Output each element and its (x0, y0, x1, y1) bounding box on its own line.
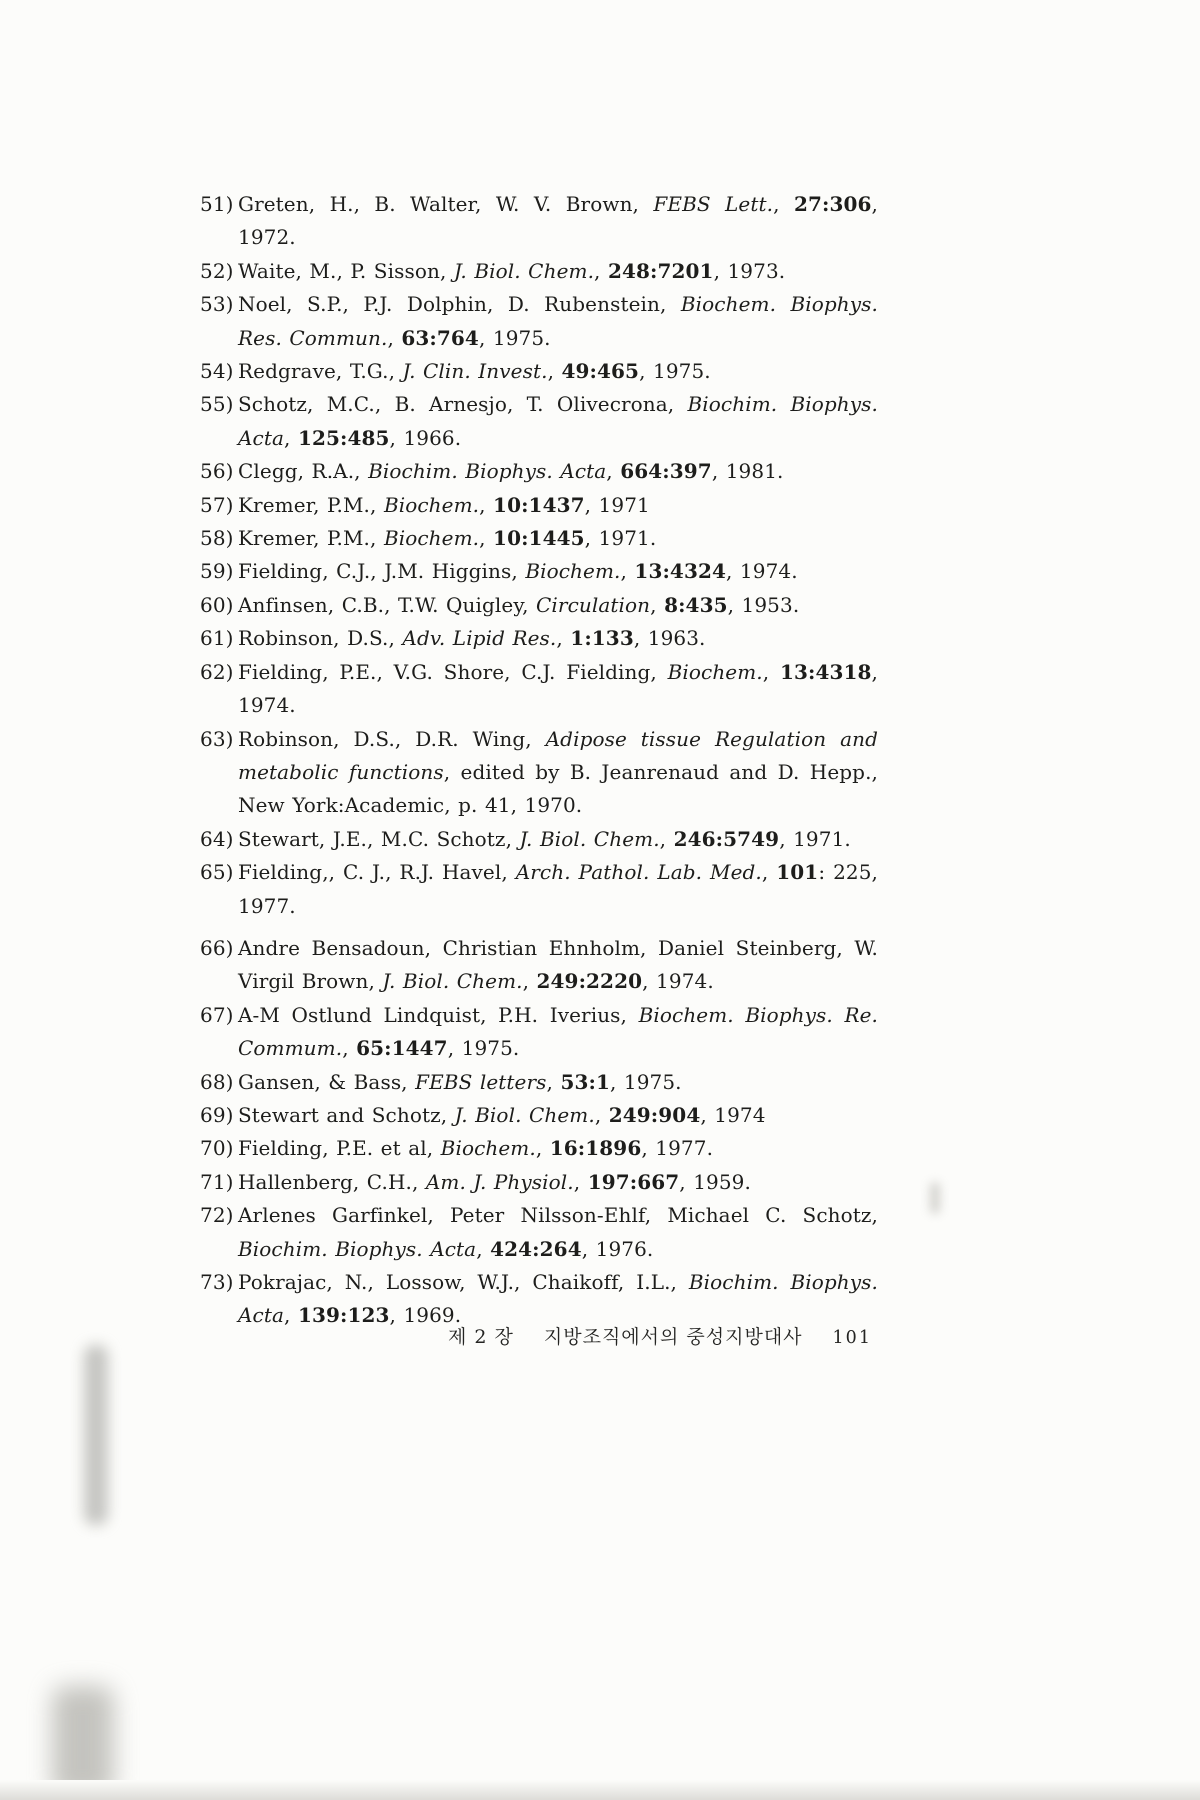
reference-item (200, 823, 878, 856)
scan-shadow-bottom (0, 1780, 1200, 1800)
reference-text: Redgrave, T.G., J. Clin. Invest., 49:465, 1975. (238, 359, 711, 384)
reference-number: 62) (200, 659, 234, 684)
reference-item (200, 1166, 878, 1199)
reference-item (200, 1132, 878, 1165)
reference-item (200, 999, 878, 1066)
reference-number: 65) (200, 860, 234, 885)
reference-number: 52) (200, 258, 234, 283)
reference-item (200, 622, 878, 655)
reference-item (200, 723, 878, 823)
reference-item (200, 455, 878, 488)
reference-number: 64) (200, 826, 234, 851)
chapter-label: 제 2 장 (448, 1326, 514, 1348)
reference-number: 60) (200, 592, 234, 617)
reference-number: 56) (200, 459, 234, 484)
reference-number: 68) (200, 1069, 234, 1094)
reference-item (200, 1199, 878, 1266)
reference-number: 59) (200, 559, 234, 584)
page-number: 101 (832, 1328, 872, 1348)
reference-text: Fielding, P.E. et al, Biochem., 16:1896, 1977. (238, 1136, 714, 1161)
reference-list (200, 188, 878, 1333)
reference-text: Gansen, & Bass, FEBS letters, 53:1, 1975. (238, 1069, 682, 1094)
reference-number: 71) (200, 1169, 234, 1194)
reference-item (200, 522, 878, 555)
reference-number: 72) (200, 1203, 234, 1228)
reference-item (200, 856, 878, 923)
reference-number: 70) (200, 1136, 234, 1161)
reference-text: Noel, S.P., P.J. Dolphin, D. Rubenstein, Biochem. Biophys. Res. Commun., 63:764, 1975. (238, 292, 879, 350)
reference-number: 61) (200, 626, 234, 651)
reference-item (200, 656, 878, 723)
reference-text: Greten, H., B. Walter, W. V. Brown, FEBS Lett., 27:306, 1972. (238, 192, 878, 250)
reference-text: Fielding,, C. J., R.J. Havel, Arch. Pathol. Lab. Med., 101: 225, 1977. (238, 860, 878, 918)
reference-item (200, 489, 878, 522)
reference-item (200, 288, 878, 355)
reference-item (200, 355, 878, 388)
reference-number: 63) (200, 726, 234, 751)
reference-text: A-M Ostlund Lindquist, P.H. Iverius, Biochem. Biophys. Re. Commum., 65:1447, 1975. (238, 1002, 878, 1061)
reference-text: Stewart, J.E., M.C. Schotz, J. Biol. Chem., 246:5749, 1971. (238, 826, 851, 851)
reference-text: Kremer, P.M., Biochem., 10:1445, 1971. (238, 526, 657, 551)
reference-text: Schotz, M.C., B. Arnesjo, T. Olivecrona, Biochim. Biophys. Acta, 125:485, 1966. (238, 392, 879, 450)
reference-item (200, 1066, 878, 1099)
scan-mark-right (930, 1182, 940, 1214)
reference-number: 53) (200, 292, 234, 317)
reference-number: 51) (200, 192, 234, 216)
page-footer (448, 1322, 872, 1349)
reference-number: 54) (200, 359, 234, 384)
reference-number: 67) (200, 1002, 234, 1027)
reference-item (200, 1099, 878, 1132)
reference-item (200, 388, 878, 455)
reference-text: Robinson, D.S., D.R. Wing, Adipose tissue Regulation and metabolic functions, edited by B. Jeanrenaud and D. Hepp., New York:Academic, p. 41, 1970. (238, 726, 878, 818)
chapter-title: 지방조직에서의 중성지방대사 (543, 1326, 803, 1348)
scan-shadow-left (84, 1345, 108, 1525)
reference-number: 69) (200, 1102, 234, 1127)
scan-shadow-corner (52, 1686, 114, 1798)
reference-text: Anfinsen, C.B., T.W. Quigley, Circulation, 8:435, 1953. (238, 592, 800, 617)
reference-item (200, 188, 878, 255)
reference-text: Andre Bensadoun, Christian Ehnholm, Daniel Steinberg, W. Virgil Brown, J. Biol. Chem., 249:2220, 1974. (238, 935, 878, 994)
reference-text: Fielding, C.J., J.M. Higgins, Biochem., 13:4324, 1974. (238, 559, 798, 584)
reference-item (200, 589, 878, 622)
reference-item (200, 932, 878, 999)
reference-number: 55) (200, 392, 234, 417)
reference-text: Waite, M., P. Sisson, J. Biol. Chem., 248:7201, 1973. (238, 258, 786, 283)
reference-number: 66) (200, 935, 234, 960)
reference-item (200, 255, 878, 288)
reference-text: Robinson, D.S., Adv. Lipid Res., 1:133, 1963. (238, 626, 706, 651)
reference-item (200, 555, 878, 588)
reference-text: Arlenes Garfinkel, Peter Nilsson-Ehlf, Michael C. Schotz, Biochim. Biophys. Acta, 424:264, 1976. (238, 1203, 878, 1261)
reference-text: Pokrajac, N., Lossow, W.J., Chaikoff, I.L., Biochim. Biophys. Acta, 139:123, 1969. (238, 1270, 878, 1328)
reference-number: 58) (200, 526, 234, 551)
reference-text: Hallenberg, C.H., Am. J. Physiol., 197:667, 1959. (238, 1169, 751, 1194)
reference-number: 73) (200, 1270, 234, 1294)
reference-text: Stewart and Schotz, J. Biol. Chem., 249:904, 1974 (238, 1102, 766, 1127)
reference-number: 57) (200, 492, 234, 517)
reference-text: Kremer, P.M., Biochem., 10:1437, 1971 (238, 492, 650, 517)
reference-text: Clegg, R.A., Biochim. Biophys. Acta, 664:397, 1981. (238, 459, 784, 484)
reference-text: Fielding, P.E., V.G. Shore, C.J. Fielding, Biochem., 13:4318, 1974. (238, 659, 878, 718)
